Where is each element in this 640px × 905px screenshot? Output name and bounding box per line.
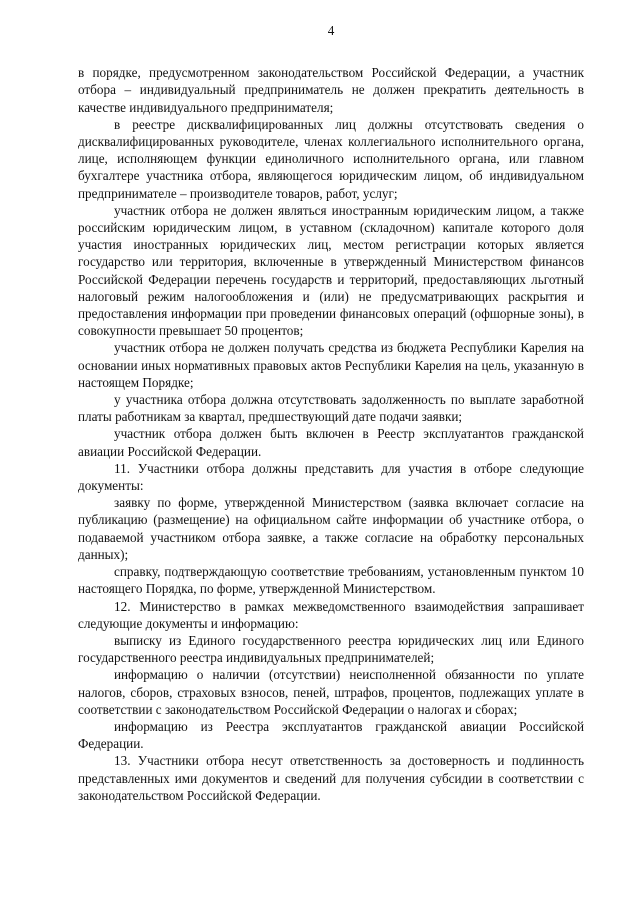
paragraph-compliance-certificate: справку, подтверждающую соответствие требованиям, установленным пунктом 10 настоящего Порядка, по форме, утвержденной Министерством. <box>78 564 584 597</box>
paragraph-wage-arrears: у участника отбора должна отсутствовать задолженность по выплате заработной платы работникам за квартал, предшествующий дате подачи заявки; <box>78 392 584 425</box>
paragraph-aviation-registry-info: информацию из Реестра эксплуатантов гражданской авиации Российской Федерации. <box>78 718 584 752</box>
paragraph-application-form: заявку по форме, утвержденной Министерством (заявка включает согласие на публикацию (размещение) на официальном сайте информации об участнике отбора, о подаваемой участником отбора заявке, а также согласие на обработку персональных данных); <box>78 495 584 562</box>
paragraph-clause-13: 13. Участники отбора несут ответственность за достоверность и подлинность представленных ими документов и сведений для получения субсидии в соответствии с законодательством Российской Федерации. <box>78 753 584 803</box>
paragraph-clause-11: 11. Участники отбора должны представить для участия в отборе следующие документы: <box>78 460 584 494</box>
paragraph-disqualified-registry: в реестре дисквалифицированных лиц должны отсутствовать сведения о дисквалифицированных руководителе, членах коллегиального исполнительного органа, лице, исполняющем функции единоличного исполнительного органа, или главном бухгалтере участника отбора, являющегося юридическим лицом, об индивидуальном предпринимателе – производителе товаров, работ, услуг; <box>78 116 584 201</box>
document-body <box>78 64 584 804</box>
paragraph-budget-funds: участник отбора не должен получать средства из бюджета Республики Карелия на основании иных нормативных правовых актов Республики Карелия на цель, указанную в настоящем Порядке; <box>78 340 584 390</box>
page-number: 4 <box>327 23 335 38</box>
paragraph-aviation-registry: участник отбора должен быть включен в Реестр эксплуатантов гражданской авиации Российской Федерации. <box>78 426 584 459</box>
paragraph-foreign-entity: участник отбора не должен являться иностранным юридическим лицом, а также российским юридическим лицом, в уставном (складочном) капитале которого доля участия иностранных юридических лиц, местом регистрации которых является государство или территория, включенные в утвержденный Министерством финансов Российской Федерации перечень государств и территорий, предоставляющих льготный налоговый режим налогообложения и (или) не предусматривающих раскрытия и предоставления информации при проведении финансовых операций (офшорные зоны), в совокупности превышает 50 процентов; <box>78 202 584 339</box>
paragraph-registry-extract: выписку из Единого государственного реестра юридических лиц или Единого государственного реестра индивидуальных предпринимателей; <box>78 632 584 666</box>
paragraph-tax-obligations: информацию о наличии (отсутствии) неисполненной обязанности по уплате налогов, сборов, страховых взносов, пеней, штрафов, процентов, подлежащих уплате в соответствии с законодательством Российской Федерации о налогах и сборах; <box>78 667 584 717</box>
paragraph-continuation: в порядке, предусмотренном законодательством Российской Федерации, а участник отбора – индивидуальный предприниматель не должен прекратить деятельность в качестве индивидуального предпринимателя; <box>78 65 584 115</box>
paragraph-clause-12: 12. Министерство в рамках межведомственного взаимодействия запрашивает следующие документы и информацию: <box>78 598 584 631</box>
